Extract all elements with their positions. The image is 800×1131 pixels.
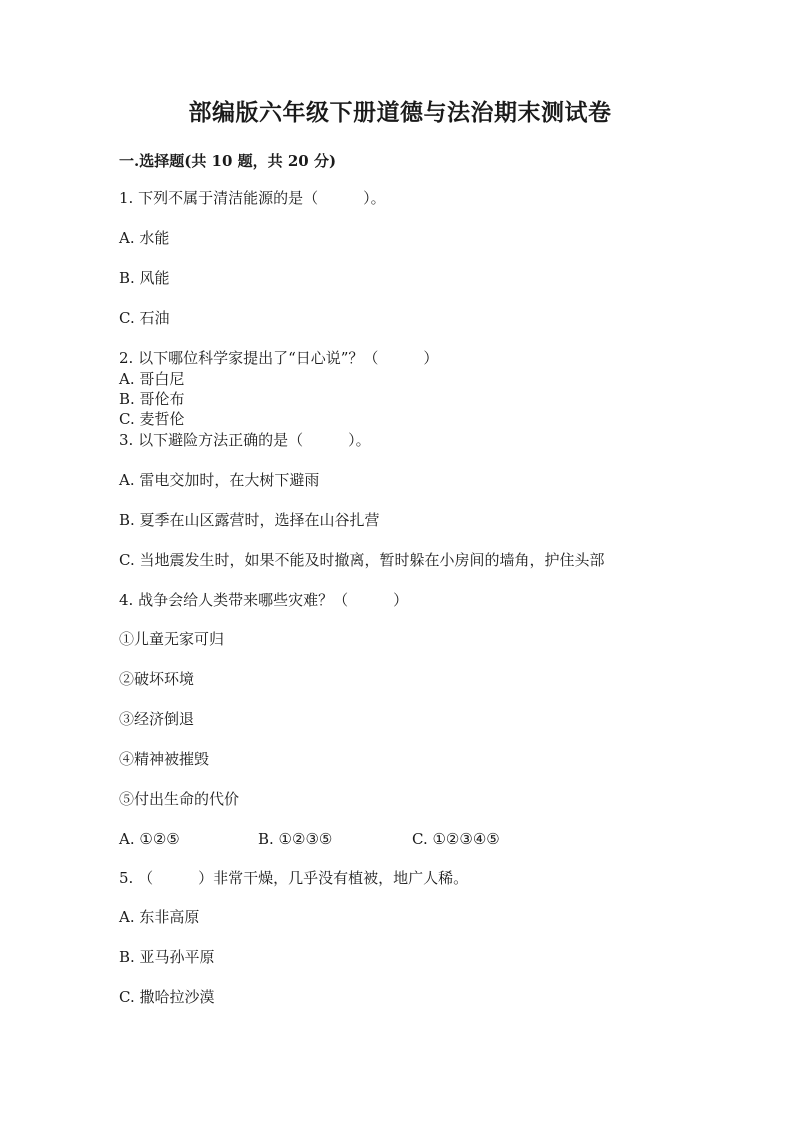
question-5-option-b: B. 亚马孙平原 [119,948,215,966]
question-4-item-1: ①儿童无家可归 [119,630,225,648]
question-4-option-b: B. ①②③⑤ [258,830,333,848]
question-4-item-4: ④精神被摧毁 [119,750,210,768]
question-5-option-c: C. 撒哈拉沙漠 [119,988,215,1006]
question-4-item-3: ③经济倒退 [119,710,195,728]
question-5-option-a: A. 东非高原 [119,908,200,926]
question-4-stem: 4. 战争会给人类带来哪些灾难？（ ） [119,591,409,609]
question-2-stem: 2. 以下哪位科学家提出了“日心说”？（ ） [119,349,439,367]
question-1-option-c: C. 石油 [119,309,170,327]
question-4-item-5: ⑤付出生命的代价 [119,790,240,808]
question-3-option-a: A. 雷电交加时，在大树下避雨 [119,471,320,489]
question-4-item-2: ②破坏环境 [119,670,195,688]
question-3-option-b: B. 夏季在山区露营时，选择在山谷扎营 [119,511,380,529]
question-3-option-c: C. 当地震发生时，如果不能及时撤离，暂时躲在小房间的墙角，护住头部 [119,551,605,569]
page-title: 部编版六年级下册道德与法治期末测试卷 [188,99,612,126]
question-1-option-a: A. 水能 [119,229,170,247]
question-3-stem: 3. 以下避险方法正确的是（ ）。 [119,431,371,449]
question-1-stem: 1. 下列不属于清洁能源的是（ ）。 [119,189,386,207]
question-2-option-b: B. 哥伦布 [119,390,185,408]
question-1-option-b: B. 风能 [119,269,170,287]
question-2-option-a: A. 哥白尼 [119,370,185,388]
question-4-option-a: A. ①②⑤ [119,830,180,848]
question-5-stem: 5. （ ）非常干燥，几乎没有植被，地广人稀。 [119,869,469,887]
question-4-option-c: C. ①②③④⑤ [412,830,500,848]
question-2-option-c: C. 麦哲伦 [119,410,185,428]
section-heading: 一.选择题(共 10 题，共 20 分) [119,152,337,170]
